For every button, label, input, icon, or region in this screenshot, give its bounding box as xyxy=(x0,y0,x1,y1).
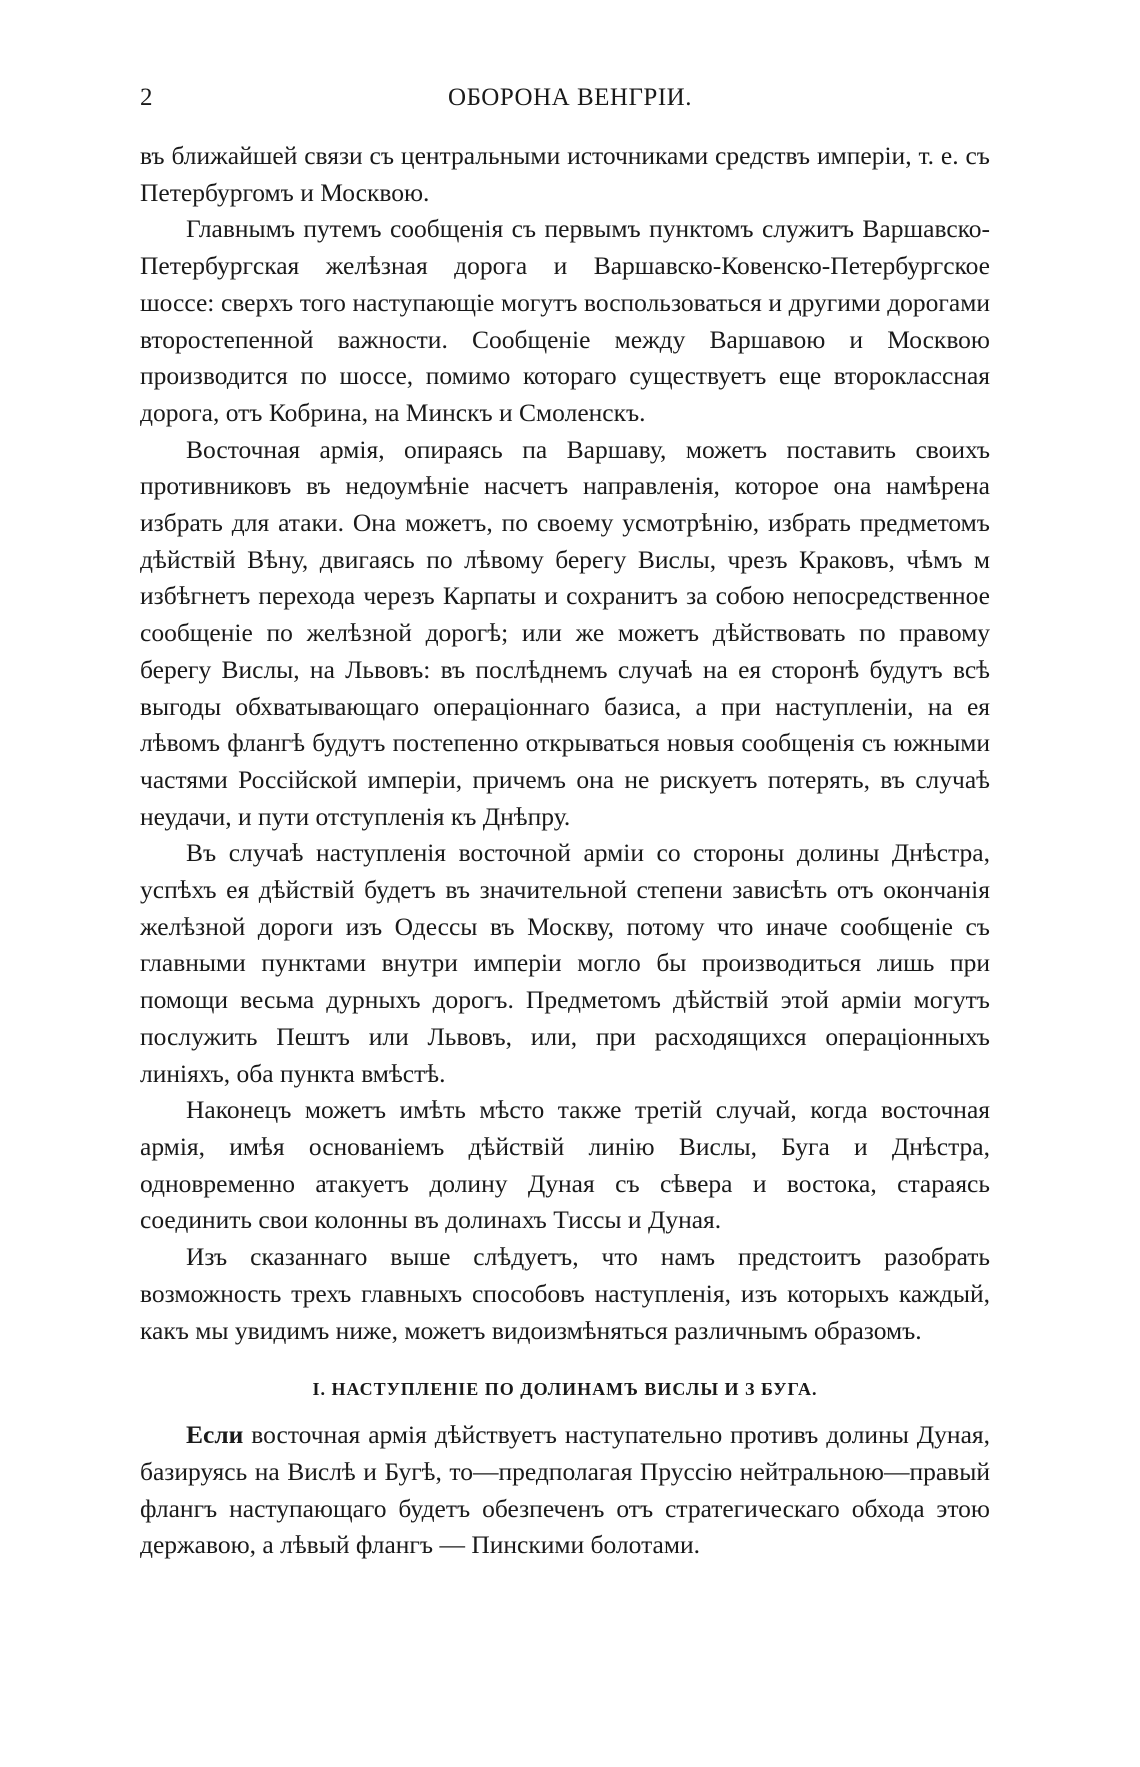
page-number: 2 xyxy=(140,84,153,111)
paragraph-third-case: Наконецъ можетъ имѣть мѣсто также третій случай, когда восточная армія, имѣя основаніемъ дѣйствій линію Вислы, Буга и Днѣстра, одновременно атакуетъ долину Дуная съ сѣвера и востока, стараясь соединить свои колонны въ долинахъ Тиссы и Дуная. xyxy=(140,1095,990,1235)
paragraph-conclusion: Изъ сказаннаго выше слѣдуетъ, что намъ предстоитъ разобрать возможность трехъ главныхъ способовъ наступленія, изъ которыхъ каждый, какъ мы увидимъ ниже, можетъ видоизмѣняться различнымъ образомъ. xyxy=(140,1242,990,1345)
paragraph-continuation: въ ближайшей связи съ центральными источниками средствъ имперіи, т. е. съ Петербургомъ и Москвою. xyxy=(140,141,990,207)
running-head xyxy=(140,84,1000,114)
section-lead-word: Если xyxy=(186,1420,244,1450)
paragraph-section-one xyxy=(140,1417,990,1564)
section-paragraph-text: восточная армія дѣйствуетъ наступательно противъ долины Дуная, базируясь на Вислѣ и Бугѣ, то—предполагая Пруссію нейтральною—правый флангъ наступающаго будетъ обезпеченъ отъ стратегическаго обхода этою державою, а лѣвый флангъ — Пинскими болотами. xyxy=(140,1420,990,1560)
paragraph-dniester: Въ случаѣ наступленія восточной арміи со стороны долины Днѣстра, успѣхъ ея дѣйствій будетъ въ значительной степени зависѣть отъ окончанія желѣзной дороги изъ Одессы въ Москву, потому что иначе сообщеніе съ главными пунктами внутри имперіи могло бы производиться лишь при помощи весьма дурныхъ дорогъ. Предметомъ дѣйствій этой арміи могутъ послужить Пештъ или Львовъ, или, при расходящихся операціонныхъ линіяхъ, оба пункта вмѣстѣ. xyxy=(140,838,990,1088)
running-title: ОБОРОНА ВЕНГРІИ. xyxy=(448,84,692,111)
paragraph-eastern-army: Восточная армія, опираясь па Варшаву, можетъ поставить своихъ противниковъ въ недоумѣніе насчетъ направленія, которое она намѣрена избрать для атаки. Она можетъ, по своему усмотрѣнію, избрать предметомъ дѣйствій Вѣну, двигаясь по лѣвому берегу Вислы, чрезъ Краковъ, чѣмъ м избѣгнетъ перехода черезъ Карпаты и сохранитъ за собою непосредственное сообщеніе по желѣзной дорогѣ; или же можетъ дѣйствовать по правому берегу Вислы, на Львовъ: въ послѣднемъ случаѣ на ея сторонѣ будутъ всѣ выгоды обхватывающаго операціоннаго базиса, а при наступленіи, на ея лѣвомъ флангѣ будутъ постепенно открываться новыя сообщенія съ южными частями Россійской имперіи, причемъ она не рискуетъ потерять, въ случаѣ неудачи, и пути отступленія къ Днѣпру. xyxy=(140,434,990,831)
paragraph-routes: Главнымъ путемъ сообщенія съ первымъ пунктомъ служитъ Варшавско-Петербургская желѣзная дорога и Варшавско-Ковенско-Петербургское шоссе: сверхъ того наступающіе могутъ воспользоваться и другими дорогами второстепенной важности. Сообщеніе между Варшавою и Москвою производится по шоссе, помимо котораго существуетъ еще второклассная дорога, отъ Кобрина, на Минскъ и Смоленскъ. xyxy=(140,214,990,427)
body-text xyxy=(140,138,990,1564)
section-heading: I. НАСТУПЛЕНІЕ ПО ДОЛИНАМЪ ВИСЛЫ И З БУГА. xyxy=(312,1379,818,1400)
